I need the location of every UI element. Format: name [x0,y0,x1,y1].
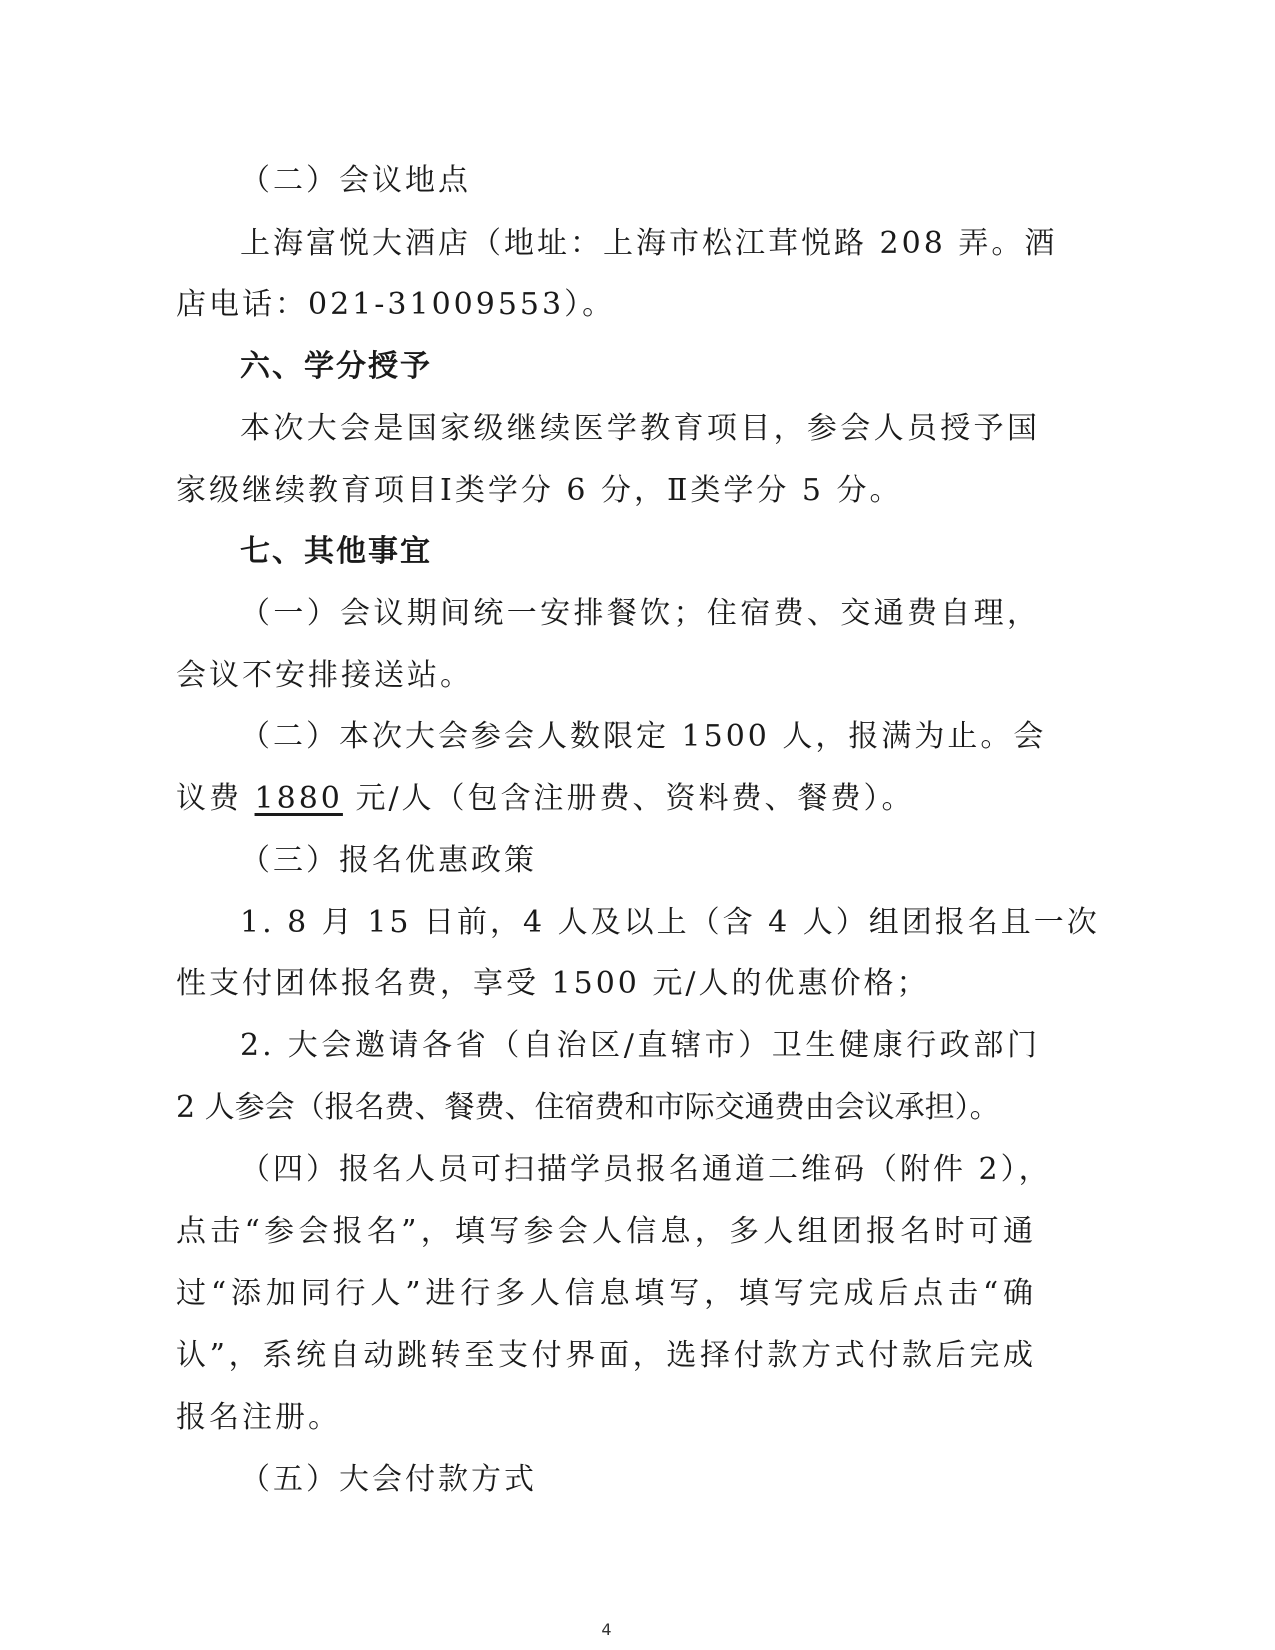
paragraph-line: 认”，系统自动跳转至支付界面，选择付款方式付款后完成 [176,1338,1036,1373]
paragraph-line [176,779,1036,819]
section-heading: 六、学分授予 [240,349,432,384]
paragraph-line: 店电话：021-31009553）。 [176,287,616,322]
paragraph-line: 会议不安排接送站。 [176,658,473,693]
text-segment: 议费 [176,781,255,816]
underlined-fee: 1880 [254,781,343,816]
section-heading: 七、其他事宜 [240,534,432,569]
text-segment: 元/人（包含注册费、资料费、餐费）。 [342,781,915,816]
paragraph-line: 1. 8 月 15 日前，4 人及以上（含 4 人）组团报名且一次 [240,905,1100,940]
paragraph-line: 2 人参会（报名费、餐费、住宿费和市际交通费由会议承担）。 [176,1090,1000,1125]
paragraph-line: （二）本次大会参会人数限定 1500 人，报满为止。会 [240,719,1047,754]
paragraph-line: 性支付团体报名费，享受 1500 元/人的优惠价格； [176,966,930,1001]
paragraph-line: 报名注册。 [176,1400,341,1435]
page-number: 4 [601,1620,612,1639]
subsection-heading: （三）报名优惠政策 [240,843,537,878]
subsection-heading: （五）大会付款方式 [240,1462,537,1497]
paragraph-line: 点击“参会报名”，填写参会人信息，多人组团报名时可通 [176,1214,1036,1249]
paragraph-line: 上海富悦大酒店（地址：上海市松江茸悦路 208 弄。酒 [240,226,1058,261]
paragraph-line: （一）会议期间统一安排餐饮；住宿费、交通费自理， [240,596,1040,631]
paragraph-line: 2. 大会邀请各省（自治区/直辖市）卫生健康行政部门 [240,1028,1040,1063]
subsection-heading: （二）会议地点 [240,163,471,198]
paragraph-line: （四）报名人员可扫描学员报名通道二维码（附件 2）， [240,1152,1052,1187]
paragraph-line: 本次大会是国家级继续医学教育项目，参会人员授予国 [240,411,1040,446]
paragraph-line: 过“添加同行人”进行多人信息填写，填写完成后点击“确 [176,1276,1036,1311]
paragraph-line: 家级继续教育项目Ⅰ类学分 6 分，Ⅱ类学分 5 分。 [176,473,903,508]
